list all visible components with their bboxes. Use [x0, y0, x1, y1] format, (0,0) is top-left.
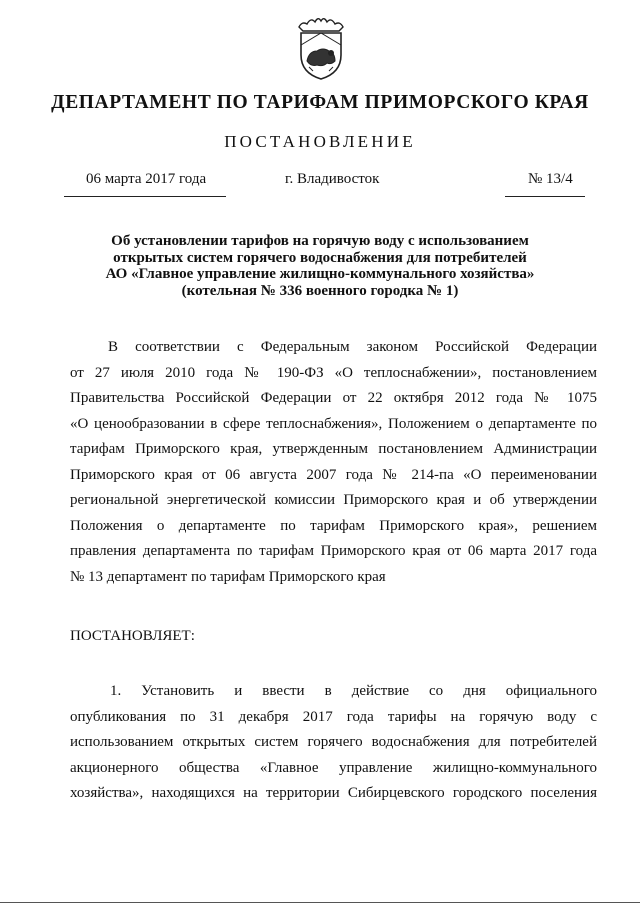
date-underline: [64, 196, 226, 197]
document-city: г. Владивосток: [285, 171, 380, 187]
text-line: Приморского края от 06 августа 2007 года № 214-па «О переименовании: [70, 466, 597, 483]
subject-line: Об установлении тарифов на горячую воду с использованием: [111, 233, 529, 249]
preamble-paragraph: [70, 335, 597, 590]
subject-line: АО «Главное управление жилищно-коммунального хозяйства»: [105, 266, 535, 282]
text-line: региональной энергетической комиссии Приморского края и об утверждении: [70, 492, 597, 508]
subject-line: (котельная № 336 военного городка № 1): [181, 282, 459, 299]
text-line: акционерного общества «Главное управление жилищно-коммунального: [70, 759, 597, 776]
text-line: от 27 июля 2010 года № 190-ФЗ «О теплоснабжении», постановлением: [70, 364, 597, 381]
text-line: тарифам Приморского края, утвержденным постановлением Администрации: [70, 441, 597, 457]
coat-of-arms-icon: [293, 15, 349, 81]
text-line: 1. Установить и ввести в действие со дня официального: [110, 683, 597, 699]
document-number: № 13/4: [528, 171, 573, 187]
text-line: Положения о департаменте по тарифам Приморского края», решением: [70, 517, 597, 534]
text-line: использованием открытых систем горячего водоснабжения для потребителей: [70, 734, 597, 750]
text-line: «О ценообразовании в сфере теплоснабжения», Положением о департаменте по: [70, 415, 597, 432]
document-date: 06 марта 2017 года: [86, 171, 207, 187]
resolve-heading: ПОСТАНОВЛЯЕТ:: [70, 628, 195, 644]
text-line: № 13 департамент по тарифам Приморского края: [70, 568, 386, 585]
document-type: ПОСТАНОВЛЕНИЕ: [224, 132, 416, 151]
clause-1-paragraph: [70, 679, 597, 807]
department-title: ДЕПАРТАМЕНТ ПО ТАРИФАМ ПРИМОРСКОГО КРАЯ: [51, 92, 589, 113]
subject-line: открытых систем горячего водоснабжения для потребителей: [113, 249, 527, 266]
document-subject: [70, 233, 570, 299]
text-line: хозяйства», находящихся на территории Сибирцевского городского поселения: [70, 785, 597, 801]
text-line: Правительства Российской Федерации от 22 октября 2012 года № 1075: [70, 390, 597, 406]
text-line: правления департамента по тарифам Приморского края от 06 марта 2017 года: [70, 543, 597, 559]
text-line: опубликования по 31 декабря 2017 года тарифы на горячую воду с: [70, 708, 597, 725]
text-line: В соответствии с Федеральным законом Российской Федерации: [108, 339, 597, 355]
page-bottom-edge: [0, 902, 640, 903]
number-underline: [505, 196, 585, 197]
